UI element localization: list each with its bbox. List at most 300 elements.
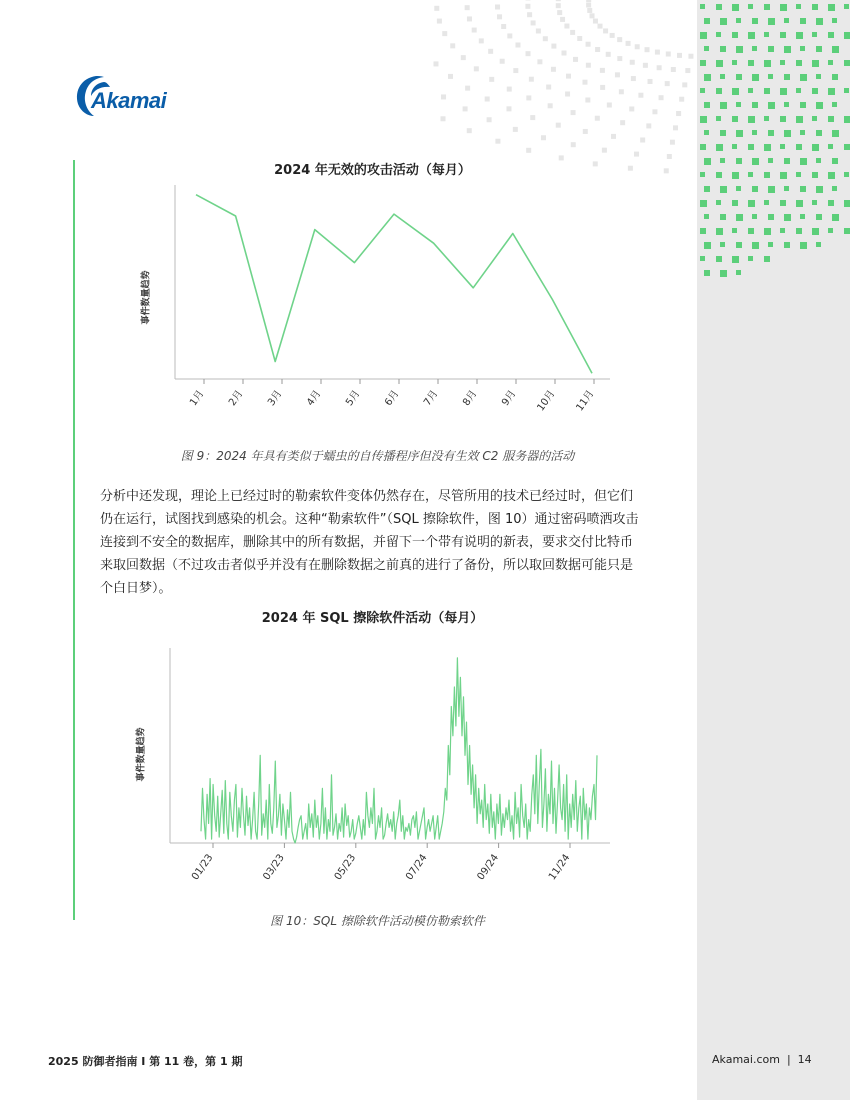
dot-grey bbox=[682, 82, 687, 87]
dot-green bbox=[732, 256, 739, 263]
dot-green bbox=[700, 60, 706, 66]
dot-green bbox=[700, 200, 707, 207]
dot-green bbox=[748, 172, 753, 177]
dot-grey bbox=[513, 127, 518, 132]
dot-green bbox=[784, 46, 791, 53]
dot-grey bbox=[495, 4, 500, 9]
dot-green bbox=[796, 88, 801, 93]
dot-green bbox=[704, 242, 711, 249]
dot-green bbox=[832, 18, 837, 23]
dot-green bbox=[700, 116, 707, 123]
dot-green bbox=[816, 18, 823, 25]
dot-grey bbox=[630, 60, 635, 65]
dot-grey bbox=[467, 128, 472, 133]
dot-green bbox=[764, 144, 771, 151]
dot-green bbox=[768, 102, 775, 109]
dot-grey bbox=[631, 76, 636, 81]
dot-grey bbox=[529, 77, 534, 82]
dot-grey bbox=[506, 106, 511, 111]
dot-grey bbox=[487, 117, 492, 122]
dot-green bbox=[784, 130, 791, 137]
dot-green bbox=[716, 200, 721, 205]
dot-grey bbox=[606, 52, 611, 57]
dot-green bbox=[800, 186, 806, 192]
dot-green bbox=[784, 242, 790, 248]
dot-green bbox=[812, 200, 817, 205]
dot-green bbox=[752, 46, 757, 51]
dot-grey bbox=[590, 13, 595, 18]
dot-green bbox=[812, 60, 819, 67]
dot-grey bbox=[526, 95, 531, 100]
decorative-dot-pattern bbox=[0, 0, 850, 300]
dot-grey bbox=[635, 44, 640, 49]
dot-grey bbox=[677, 53, 682, 58]
x-tick-label: 9月 bbox=[500, 388, 519, 409]
dot-green bbox=[812, 4, 818, 10]
dot-grey bbox=[667, 154, 672, 159]
dot-green bbox=[736, 130, 743, 137]
dot-grey bbox=[585, 97, 590, 102]
dot-green bbox=[844, 32, 850, 39]
dot-green bbox=[732, 32, 738, 38]
dot-green bbox=[764, 32, 769, 37]
dot-green bbox=[816, 242, 821, 247]
dot-grey bbox=[685, 68, 690, 73]
dot-green bbox=[844, 228, 850, 234]
dot-grey bbox=[688, 54, 693, 59]
dot-green bbox=[800, 214, 805, 219]
dot-green bbox=[828, 228, 833, 233]
dot-green bbox=[732, 172, 739, 179]
chart2-caption: 图 10：SQL 擦除软件活动模仿勒索软件 bbox=[270, 914, 485, 928]
x-tick-label: 8月 bbox=[461, 388, 480, 409]
dot-green bbox=[828, 32, 834, 38]
dot-green bbox=[716, 4, 722, 10]
x-tick-label: 03/23 bbox=[261, 852, 287, 883]
dot-grey bbox=[546, 85, 551, 90]
dot-grey bbox=[474, 66, 479, 71]
dot-grey bbox=[495, 139, 500, 144]
dot-green bbox=[816, 158, 821, 163]
dot-grey bbox=[657, 65, 662, 70]
dot-grey bbox=[676, 111, 681, 116]
dot-green bbox=[764, 172, 770, 178]
x-tick-label: 3月 bbox=[266, 388, 285, 409]
dot-green bbox=[780, 32, 786, 38]
dot-green bbox=[828, 200, 834, 206]
dot-grey bbox=[556, 123, 561, 128]
dot-green bbox=[700, 32, 707, 39]
dot-green bbox=[704, 270, 710, 276]
dot-green bbox=[764, 116, 769, 121]
dot-grey bbox=[526, 51, 531, 56]
dot-green bbox=[780, 116, 786, 122]
dot-green bbox=[812, 116, 817, 121]
dot-green bbox=[800, 102, 806, 108]
dot-green bbox=[816, 74, 821, 79]
dot-green bbox=[720, 130, 726, 136]
dot-green bbox=[720, 270, 727, 277]
dot-green bbox=[752, 102, 758, 108]
dot-green bbox=[700, 88, 705, 93]
dot-green bbox=[768, 46, 774, 52]
x-tick-label: 6月 bbox=[383, 388, 402, 409]
dot-green bbox=[816, 130, 822, 136]
dot-green bbox=[780, 172, 787, 179]
dot-green bbox=[748, 32, 755, 39]
dot-green bbox=[716, 144, 723, 151]
dot-grey bbox=[448, 74, 453, 79]
dot-green bbox=[716, 256, 722, 262]
dot-green bbox=[748, 60, 754, 66]
dot-grey bbox=[465, 5, 470, 10]
dot-grey bbox=[629, 106, 634, 111]
dot-green bbox=[736, 158, 742, 164]
dot-grey bbox=[602, 148, 607, 153]
dot-green bbox=[796, 60, 802, 66]
x-tick-label: 1月 bbox=[188, 388, 207, 409]
dot-green bbox=[768, 186, 775, 193]
dot-grey bbox=[573, 57, 578, 62]
dot-grey bbox=[617, 37, 622, 42]
dot-green bbox=[736, 74, 742, 80]
dot-green bbox=[844, 60, 850, 66]
dot-grey bbox=[513, 68, 518, 73]
dot-green bbox=[812, 32, 817, 37]
dot-green bbox=[732, 4, 739, 11]
dot-grey bbox=[515, 43, 520, 48]
dot-grey bbox=[437, 19, 442, 24]
x-tick-label: 01/23 bbox=[189, 852, 216, 883]
dot-green bbox=[780, 88, 787, 95]
x-tick-label: 10月 bbox=[535, 388, 558, 414]
dot-grey bbox=[561, 51, 566, 56]
dot-grey bbox=[525, 4, 530, 9]
dot-grey bbox=[565, 91, 570, 96]
dot-green bbox=[768, 242, 773, 247]
chart2-ylabel: 事件数量趋势 bbox=[136, 727, 147, 782]
dot-green bbox=[704, 46, 709, 51]
dot-green bbox=[764, 228, 771, 235]
dot-green bbox=[764, 88, 770, 94]
dot-grey bbox=[526, 148, 531, 153]
dot-grey bbox=[607, 103, 612, 108]
dot-green bbox=[844, 116, 850, 123]
dot-green bbox=[732, 144, 737, 149]
dot-green bbox=[700, 172, 705, 177]
dot-grey bbox=[593, 19, 598, 24]
dot-green bbox=[784, 102, 789, 107]
dot-green bbox=[764, 4, 770, 10]
dot-grey bbox=[582, 80, 587, 85]
dot-green bbox=[844, 4, 849, 9]
dot-green bbox=[832, 214, 839, 221]
dot-grey bbox=[557, 10, 562, 15]
dot-grey bbox=[600, 85, 605, 90]
dot-grey bbox=[671, 67, 676, 72]
dot-green bbox=[816, 214, 822, 220]
dot-grey bbox=[479, 38, 484, 43]
dot-green bbox=[812, 144, 819, 151]
dot-green bbox=[720, 214, 726, 220]
dot-green bbox=[748, 4, 753, 9]
chart1-ylabel: 事件数量趋势 bbox=[141, 270, 152, 325]
chart1-title: 2024 年无效的攻击活动（每月） bbox=[274, 163, 471, 178]
dot-green bbox=[736, 270, 741, 275]
dot-green bbox=[800, 158, 807, 165]
dot-grey bbox=[586, 2, 591, 7]
dot-green bbox=[704, 186, 710, 192]
dot-grey bbox=[543, 36, 548, 41]
x-tick-label: 2月 bbox=[227, 388, 246, 409]
dot-green bbox=[720, 46, 726, 52]
dot-grey bbox=[570, 30, 575, 35]
dot-green bbox=[748, 228, 754, 234]
body-paragraph: 分析中还发现，理论上已经过时的勒索软件变体仍然存在，尽管所用的技术已经过时，但它们仍在运行，试图找到感染的机会。这种“勒索软件”（SQL 擦除软件，图 10）通过密码喷洒攻击连接到不安全的数据库，删除其中的所有数据，并留下一个带有说明的新表，要求交付比特币来取回数据（不过攻击者似乎并没有在删除数据之前真的进行了备份，所以取回数据可能只是个白日梦）。 bbox=[100, 489, 639, 596]
dot-green bbox=[748, 256, 753, 261]
x-tick-label: 5月 bbox=[344, 388, 363, 409]
dot-grey bbox=[461, 55, 466, 60]
dot-green bbox=[720, 158, 725, 163]
dot-grey bbox=[507, 33, 512, 38]
dot-grey bbox=[465, 86, 470, 91]
dot-green bbox=[720, 242, 725, 247]
dot-grey bbox=[488, 49, 493, 54]
dot-green bbox=[784, 18, 789, 23]
x-tick-label: 07/24 bbox=[404, 852, 430, 883]
dot-grey bbox=[664, 168, 669, 173]
dot-grey bbox=[652, 109, 657, 114]
dot-grey bbox=[531, 20, 536, 25]
dot-green bbox=[720, 18, 727, 25]
dot-green bbox=[832, 46, 839, 53]
dot-grey bbox=[648, 79, 653, 84]
dot-green bbox=[764, 256, 770, 262]
dot-green bbox=[716, 32, 721, 37]
dot-green bbox=[736, 102, 741, 107]
dot-grey bbox=[497, 14, 502, 19]
dot-grey bbox=[640, 138, 645, 143]
dot-grey bbox=[571, 110, 576, 115]
footer-site-page: Akamai.com | 14 bbox=[712, 1053, 812, 1066]
dot-grey bbox=[646, 123, 651, 128]
dot-grey bbox=[638, 93, 643, 98]
dot-grey bbox=[666, 52, 671, 57]
dot-green bbox=[832, 158, 838, 164]
dot-green bbox=[752, 74, 759, 81]
dot-green bbox=[748, 88, 753, 93]
dot-grey bbox=[441, 94, 446, 99]
chart1-caption: 图 9：2024 年具有类似于蠕虫的自传播程序但没有生效 C2 服务器的活动 bbox=[180, 449, 575, 463]
dot-green bbox=[764, 200, 769, 205]
dot-green bbox=[796, 32, 803, 39]
dot-green bbox=[780, 4, 787, 11]
dot-grey bbox=[536, 28, 541, 33]
dot-green bbox=[796, 116, 803, 123]
dot-grey bbox=[600, 68, 605, 73]
dot-green bbox=[704, 74, 711, 81]
dot-green bbox=[700, 144, 706, 150]
dot-green bbox=[768, 214, 774, 220]
dot-grey bbox=[442, 31, 447, 36]
dot-green bbox=[732, 200, 738, 206]
dot-grey bbox=[679, 97, 684, 102]
dot-green bbox=[812, 172, 818, 178]
dot-green bbox=[784, 214, 791, 221]
dot-green bbox=[720, 186, 727, 193]
dot-grey bbox=[472, 28, 477, 33]
dot-green bbox=[812, 228, 819, 235]
dot-green bbox=[784, 74, 790, 80]
footer-publication: 2025 防御者指南 I 第 11 卷，第 1 期 bbox=[48, 1055, 243, 1068]
dot-grey bbox=[586, 63, 591, 68]
dot-grey bbox=[595, 116, 600, 121]
dot-grey bbox=[556, 3, 561, 8]
dot-grey bbox=[665, 81, 670, 86]
chart2-title: 2024 年 SQL 擦除软件活动（每月） bbox=[261, 611, 484, 626]
dot-green bbox=[800, 74, 807, 81]
dot-green bbox=[768, 130, 774, 136]
dot-green bbox=[716, 116, 721, 121]
dot-green bbox=[704, 158, 711, 165]
dot-green bbox=[704, 18, 710, 24]
x-tick-label: 11/24 bbox=[546, 852, 573, 883]
dot-grey bbox=[587, 8, 592, 13]
dot-grey bbox=[571, 142, 576, 147]
dot-green bbox=[748, 144, 754, 150]
dot-grey bbox=[620, 120, 625, 125]
dot-grey bbox=[643, 63, 648, 68]
dot-green bbox=[828, 116, 834, 122]
dot-green bbox=[704, 102, 710, 108]
dot-green bbox=[732, 60, 737, 65]
dot-green bbox=[704, 214, 709, 219]
dot-green bbox=[700, 228, 706, 234]
dot-grey bbox=[551, 67, 556, 72]
dot-grey bbox=[560, 17, 565, 22]
dot-grey bbox=[541, 135, 546, 140]
dot-green bbox=[732, 228, 737, 233]
dot-grey bbox=[611, 134, 616, 139]
dot-grey bbox=[489, 77, 494, 82]
dot-green bbox=[736, 46, 743, 53]
accent-vertical-rule bbox=[73, 160, 75, 920]
dot-grey bbox=[597, 24, 602, 29]
dot-green bbox=[716, 60, 723, 67]
dot-grey bbox=[467, 16, 472, 21]
series-line bbox=[201, 658, 597, 843]
dot-green bbox=[752, 18, 758, 24]
dot-grey bbox=[655, 50, 660, 55]
dot-green bbox=[784, 158, 790, 164]
dot-green bbox=[716, 88, 722, 94]
x-tick-label: 05/23 bbox=[332, 852, 359, 883]
dot-green bbox=[716, 172, 722, 178]
dot-grey bbox=[619, 89, 624, 94]
dot-grey bbox=[586, 0, 591, 2]
dot-grey bbox=[583, 129, 588, 134]
dot-grey bbox=[670, 140, 675, 145]
dot-grey bbox=[463, 106, 468, 111]
dot-grey bbox=[659, 95, 664, 100]
dot-grey bbox=[530, 115, 535, 120]
dot-green bbox=[844, 172, 849, 177]
dot-grey bbox=[634, 152, 639, 157]
dot-grey bbox=[626, 41, 631, 46]
dot-green bbox=[844, 200, 850, 207]
dot-grey bbox=[500, 59, 505, 64]
dot-green bbox=[844, 144, 850, 150]
dot-green bbox=[816, 186, 823, 193]
dot-grey bbox=[501, 24, 506, 29]
dot-grey bbox=[610, 33, 615, 38]
dot-green bbox=[736, 18, 741, 23]
dot-grey bbox=[673, 125, 678, 130]
dot-green bbox=[752, 214, 757, 219]
dot-grey bbox=[551, 44, 556, 49]
dot-green bbox=[780, 228, 785, 233]
dot-green bbox=[800, 242, 807, 249]
dot-green bbox=[832, 102, 837, 107]
dot-green bbox=[704, 130, 709, 135]
dot-green bbox=[800, 46, 805, 51]
dot-green bbox=[800, 130, 805, 135]
dot-grey bbox=[586, 42, 591, 47]
akamai-logo-text: Akamai bbox=[91, 88, 167, 113]
dot-green bbox=[720, 74, 725, 79]
dot-green bbox=[736, 186, 741, 191]
dot-grey bbox=[548, 103, 553, 108]
dot-grey bbox=[595, 47, 600, 52]
dot-grey bbox=[441, 116, 446, 121]
dot-green bbox=[768, 18, 775, 25]
dot-green bbox=[812, 88, 818, 94]
dot-green bbox=[752, 158, 759, 165]
dot-green bbox=[816, 102, 823, 109]
dot-grey bbox=[433, 61, 438, 66]
dot-grey bbox=[645, 47, 650, 52]
x-tick-label: 09/24 bbox=[475, 852, 502, 883]
dot-grey bbox=[507, 87, 512, 92]
dot-green bbox=[828, 144, 833, 149]
x-tick-label: 11月 bbox=[574, 388, 597, 414]
dot-grey bbox=[537, 59, 542, 64]
dot-green bbox=[800, 18, 806, 24]
dot-green bbox=[780, 144, 785, 149]
dot-green bbox=[832, 186, 837, 191]
dot-green bbox=[828, 60, 833, 65]
dot-grey bbox=[527, 12, 532, 17]
dot-grey bbox=[434, 6, 439, 11]
x-tick-label: 7月 bbox=[422, 388, 441, 409]
x-tick-label: 4月 bbox=[305, 388, 324, 409]
dot-green bbox=[732, 88, 739, 95]
dot-green bbox=[828, 172, 835, 179]
dot-grey bbox=[450, 43, 455, 48]
dot-green bbox=[796, 200, 803, 207]
dot-grey bbox=[617, 56, 622, 61]
dot-green bbox=[748, 200, 755, 207]
dot-green bbox=[796, 4, 801, 9]
dot-grey bbox=[566, 74, 571, 79]
dot-grey bbox=[577, 36, 582, 41]
dot-green bbox=[764, 60, 771, 67]
dot-green bbox=[844, 88, 849, 93]
dot-grey bbox=[603, 28, 608, 33]
dot-grey bbox=[485, 96, 490, 101]
dot-green bbox=[784, 186, 789, 191]
dot-green bbox=[736, 214, 743, 221]
